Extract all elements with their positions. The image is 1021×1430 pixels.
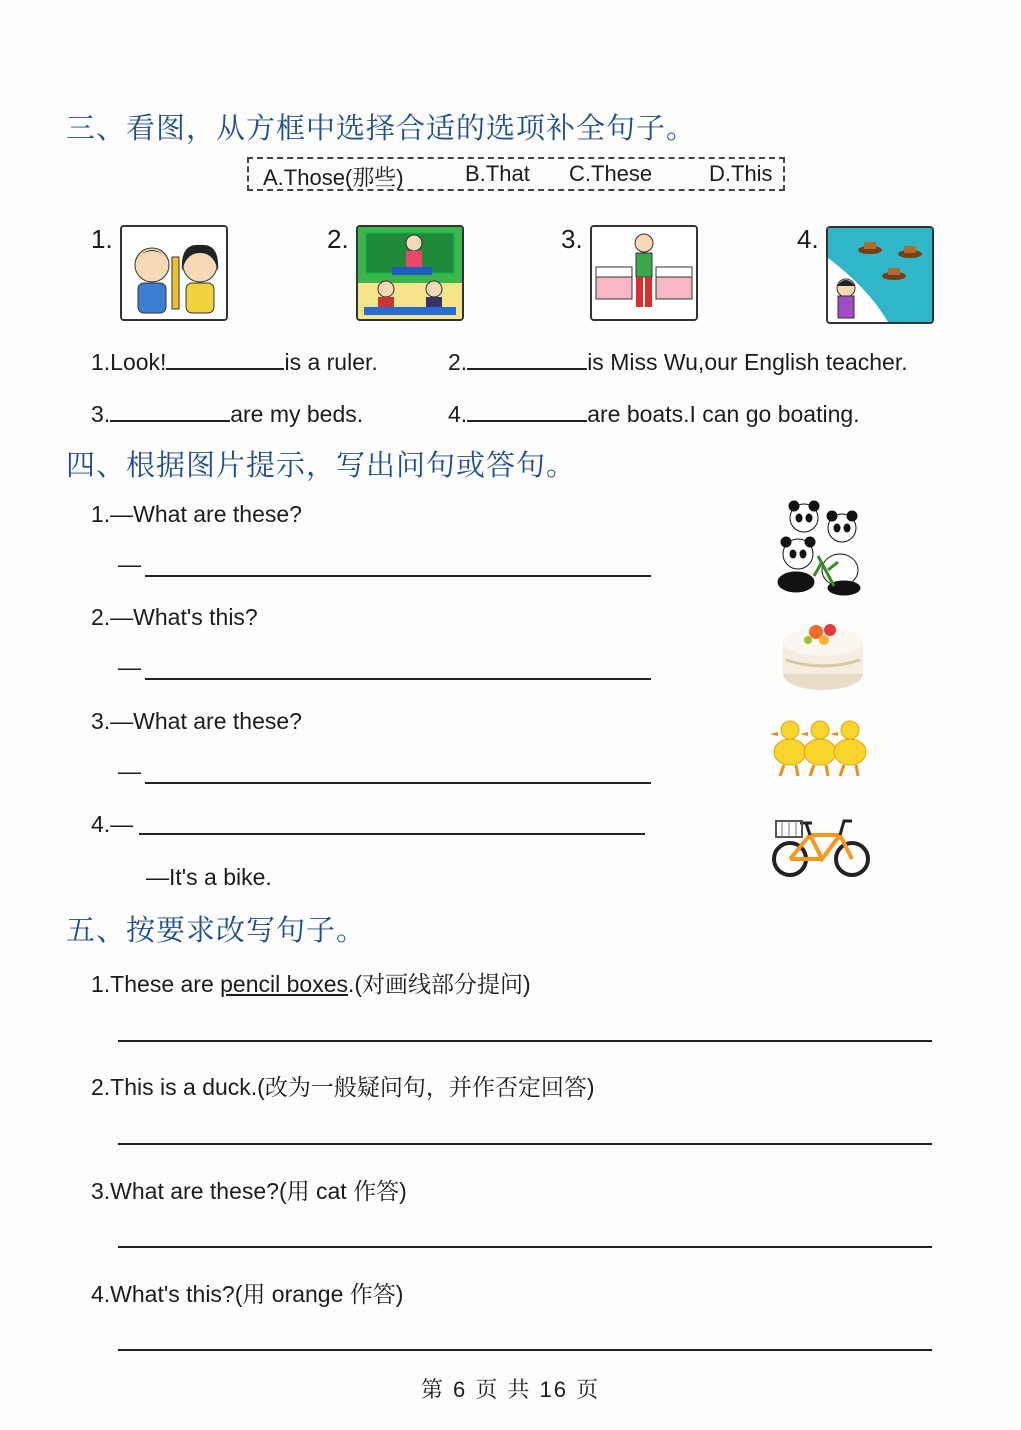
question-2: 2.—What's this? xyxy=(91,604,258,630)
sentence-1-after: is a ruler. xyxy=(284,349,378,375)
rewrite-line-1[interactable] xyxy=(118,1040,932,1042)
picture-number-2: 2. xyxy=(327,224,349,254)
rewrite-1-prefix: 1.These are xyxy=(91,971,221,997)
question-1: 1.—What are these? xyxy=(91,501,302,527)
sentence-4-before: 4. xyxy=(448,401,468,427)
answer-dash-3: — xyxy=(118,758,141,784)
sentence-2-before: 2. xyxy=(448,349,468,375)
bike-icon xyxy=(770,805,872,881)
question-line-4[interactable] xyxy=(139,833,645,835)
sentence-3 xyxy=(91,398,363,428)
page-footer: 第 6 页 共 16 页 xyxy=(420,1377,601,1402)
answer-dash-2: — xyxy=(118,654,141,680)
kids-ruler-picture xyxy=(120,225,228,321)
option-c: C.These xyxy=(569,161,653,186)
beds-picture xyxy=(590,225,698,321)
rewrite-1-suffix: .(对画线部分提问) xyxy=(348,971,531,997)
cake-icon xyxy=(780,612,866,694)
sentence-1 xyxy=(91,346,378,376)
sentence-4-after: are boats.I can go boating. xyxy=(587,401,860,427)
picture-number-4: 4. xyxy=(797,224,819,254)
rewrite-2: 2.This is a duck.(改为一般疑问句，并作否定回答) xyxy=(91,1074,595,1100)
ducks-icon xyxy=(768,712,872,780)
rewrite-1-underlined: pencil boxes xyxy=(220,971,348,997)
sentence-2-after: is Miss Wu,our English teacher. xyxy=(587,349,908,375)
classroom-picture xyxy=(356,225,464,321)
blank-2[interactable] xyxy=(467,346,587,370)
question-4: 4.— xyxy=(91,811,134,837)
section4-title: 四、根据图片提示，写出问句或答句。 xyxy=(66,450,577,482)
boats-picture xyxy=(826,226,934,324)
answer-4: —It's a bike. xyxy=(146,864,272,890)
question-3: 3.—What are these? xyxy=(91,708,302,734)
blank-3[interactable] xyxy=(110,398,230,422)
section5-title: 五、按要求改写句子。 xyxy=(66,915,367,947)
rewrite-line-3[interactable] xyxy=(118,1246,932,1248)
option-d: D.This xyxy=(709,161,773,186)
blank-1[interactable] xyxy=(166,346,284,370)
picture-number-1: 1. xyxy=(91,224,113,254)
option-b: B.That xyxy=(465,161,530,186)
option-a: A.Those(那些) xyxy=(263,165,404,190)
answer-line-2[interactable] xyxy=(145,678,651,680)
picture-number-3: 3. xyxy=(561,224,583,254)
sentence-3-before: 3. xyxy=(91,401,111,427)
rewrite-line-4[interactable] xyxy=(118,1349,932,1351)
sentence-3-after: are my beds. xyxy=(230,401,364,427)
rewrite-line-2[interactable] xyxy=(118,1143,932,1145)
sentence-1-before: 1.Look! xyxy=(91,349,167,375)
answer-line-3[interactable] xyxy=(145,782,651,784)
rewrite-4: 4.What's this?(用 orange 作答) xyxy=(91,1281,404,1307)
rewrite-1 xyxy=(91,966,531,999)
blank-4[interactable] xyxy=(467,398,587,422)
answer-dash-1: — xyxy=(118,551,141,577)
pandas-icon xyxy=(774,496,868,596)
options-box xyxy=(247,157,785,191)
sentence-4 xyxy=(448,398,860,428)
sentence-2 xyxy=(448,346,908,376)
section3-title: 三、看图，从方框中选择合适的选项补全句子。 xyxy=(66,113,697,145)
answer-line-1[interactable] xyxy=(145,575,651,577)
rewrite-3: 3.What are these?(用 cat 作答) xyxy=(91,1178,407,1204)
